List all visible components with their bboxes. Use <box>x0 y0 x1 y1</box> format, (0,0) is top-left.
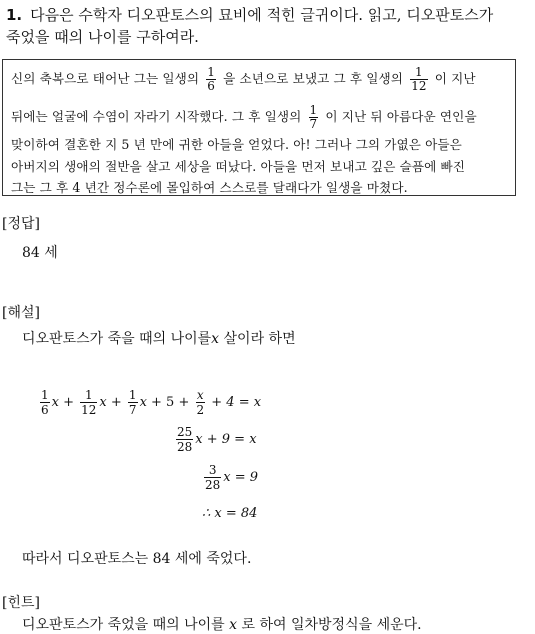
fraction-one-seventh: $\frac{1}{7}$ <box>309 103 318 131</box>
passage-line-4: 아버지의 생애의 절반을 살고 세상을 떠났다. 아들을 먼저 보내고 깊은 슬픔에 빠진 <box>11 159 466 174</box>
frac-1-7: $\frac{1}{7}$ <box>128 388 137 417</box>
hint-text-part: 로 하여 일차방정식을 세운다. <box>241 617 422 633</box>
fraction-one-twelfth: $\frac{1}{12}$ <box>411 65 427 93</box>
passage-text: 신의 축복으로 태어난 그는 일생의 <box>11 71 200 86</box>
passage-line-1 <box>11 66 476 93</box>
frac-3-28: $\frac{3}{28}$ <box>205 463 221 492</box>
equation-1: $\frac{1}{6}$ x + $\frac{1}{12}$ x + $\frac{1}{7}$ x + 5 + $\frac{x}{2}$ + 4 = x <box>41 388 262 417</box>
frac-x-2: $\frac{x}{2}$ <box>196 388 205 417</box>
answer-label: [정답] <box>2 216 40 232</box>
solution-label: [해설] <box>2 305 40 321</box>
hint-text-part: 디오판토스가 죽었을 때의 나이를 <box>22 617 225 633</box>
question <box>6 4 493 48</box>
equation-2: $\frac{25}{28}$ x + 9 = x <box>177 425 257 454</box>
equation-4: ∴ x = 84 <box>202 506 258 521</box>
passage-line-3: 맞이하여 결혼한 지 5 년 만에 귀한 아들을 얻었다. 아! 그러나 그의 가엾은 아들은 <box>11 137 462 152</box>
hint-text <box>22 614 422 634</box>
passage-line-5: 그는 그 후 4 년간 정수론에 몰입하여 스스로를 달래다가 일생을 마쳤다. <box>11 180 408 195</box>
question-line-2: 죽었을 때의 나이를 구하여라. <box>6 28 199 46</box>
solution-intro <box>22 328 296 348</box>
frac-25-28: $\frac{25}{28}$ <box>177 425 193 454</box>
fraction-one-sixth: $\frac{1}{6}$ <box>207 65 215 93</box>
equation-3: $\frac{3}{28}$ x = 9 <box>205 463 259 492</box>
passage-text: 이 지난 뒤 아름다운 연인을 <box>325 109 477 124</box>
frac-1-6: $\frac{1}{6}$ <box>41 388 49 417</box>
question-number: 1. <box>6 6 23 24</box>
question-line-1: 다음은 수학자 디오판토스의 묘비에 적힌 글귀이다. 읽고, 디오판토스가 <box>30 6 494 24</box>
solution-intro-text: 살이라 하면 <box>223 331 296 347</box>
solution-conclusion: 따라서 디오판토스는 84 세에 죽었다. <box>22 551 252 567</box>
answer-value: 84 세 <box>22 245 58 261</box>
passage-text: 이 지난 <box>434 71 476 86</box>
solution-intro-text: 디오판토스가 죽을 때의 나이를 <box>22 331 212 347</box>
hint-label: [힌트] <box>2 595 40 611</box>
epitaph-box <box>2 59 516 196</box>
passage-text: 을 소년으로 보냈고 그 후 일생의 <box>223 71 404 86</box>
variable-x: x <box>229 617 238 633</box>
variable-x: x <box>211 331 220 347</box>
frac-1-12: $\frac{1}{12}$ <box>81 388 97 417</box>
passage-line-2 <box>11 104 477 131</box>
passage-text: 뒤에는 얼굴에 수염이 자라기 시작했다. 그 후 일생의 <box>11 109 302 124</box>
